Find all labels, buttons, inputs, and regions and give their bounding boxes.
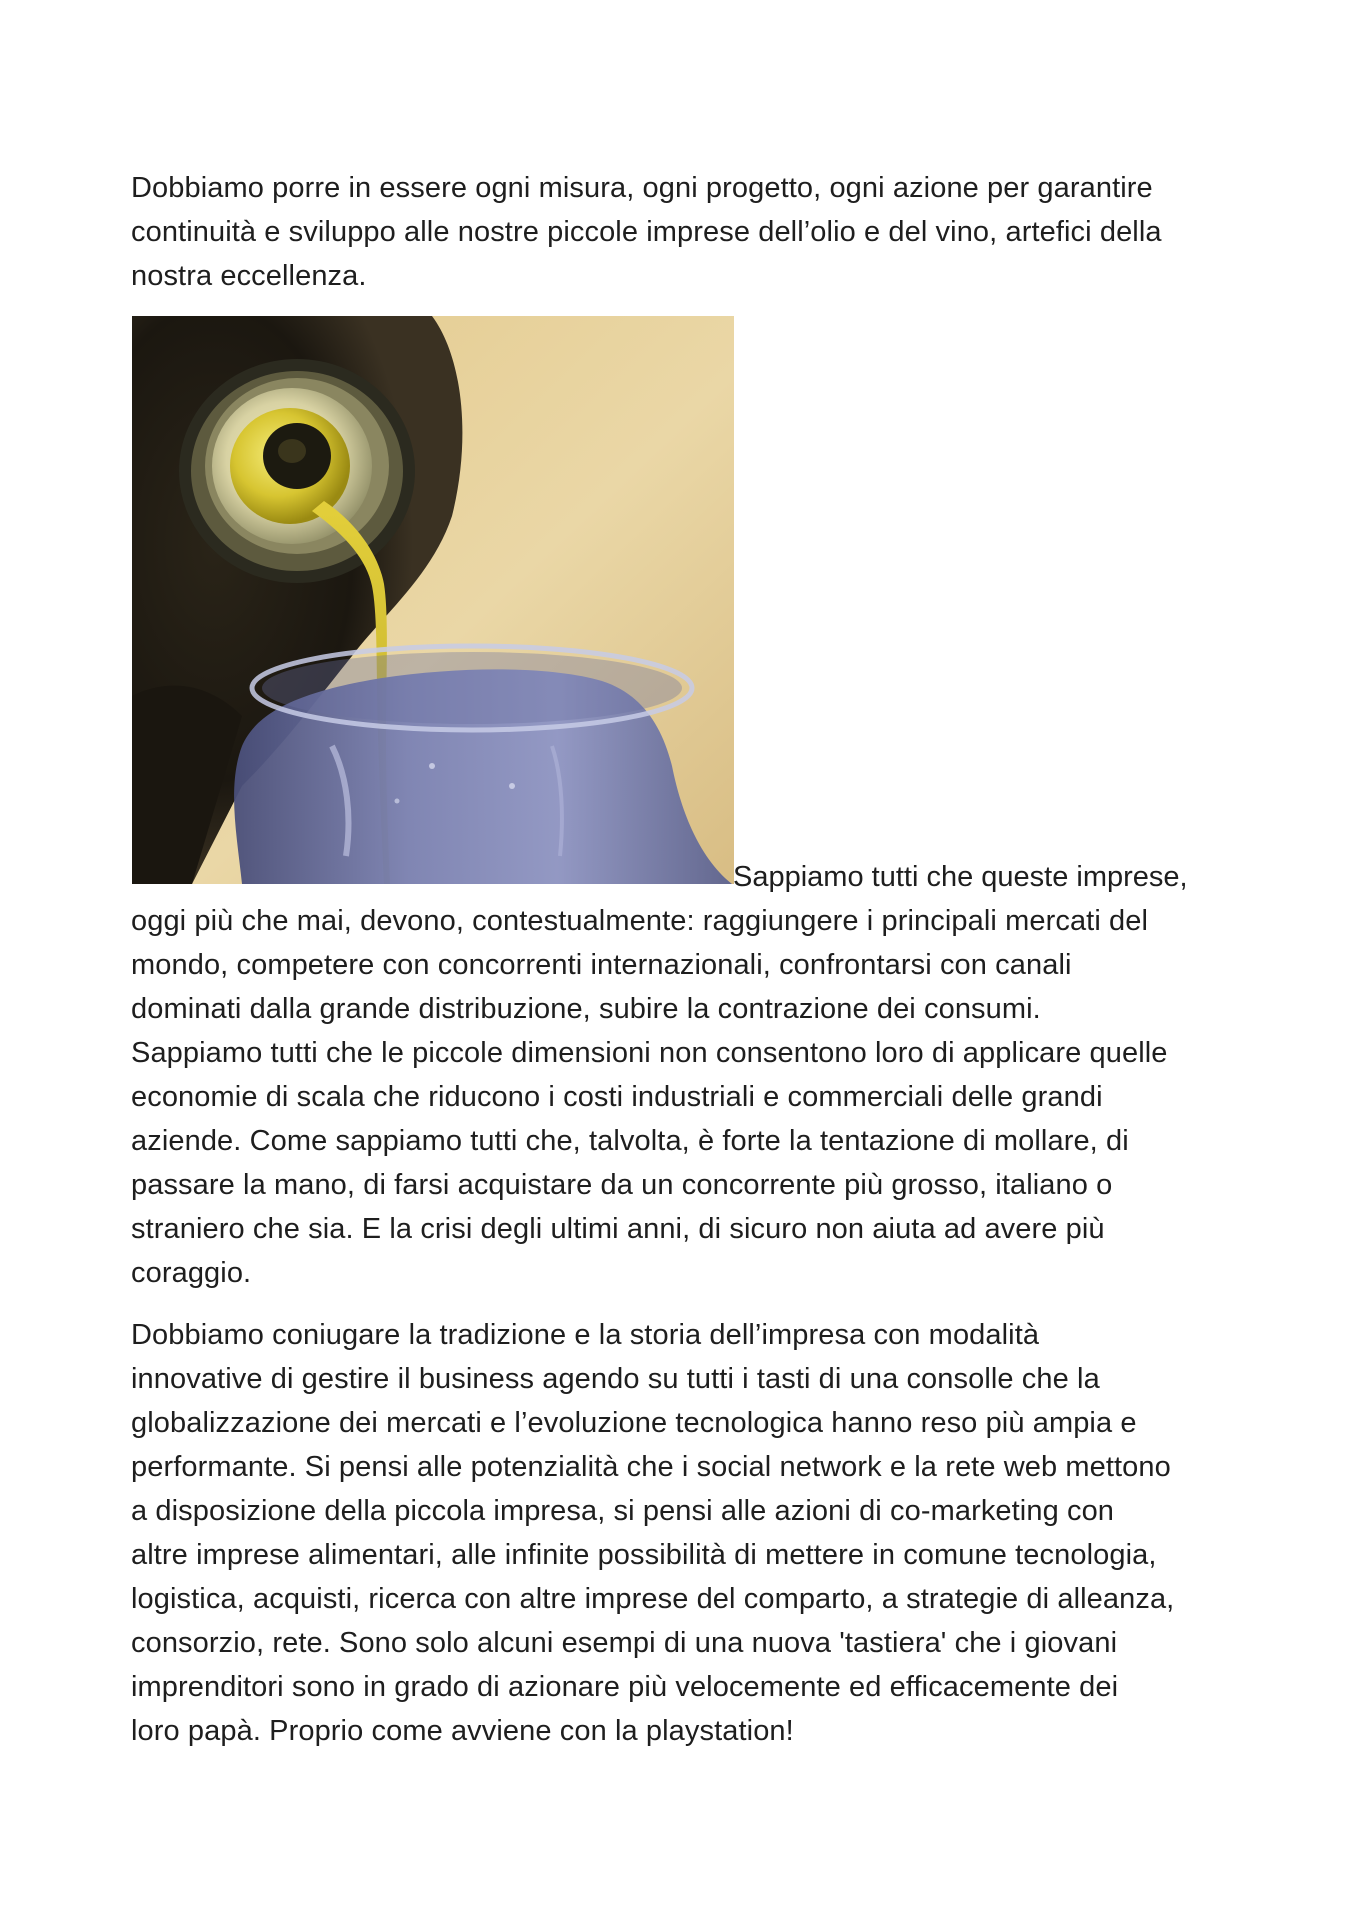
text-line: Dobbiamo porre in essere ogni misura, ogni progetto, ogni azione per garantire [131,172,1153,204]
text-line: mondo, competere con concorrenti internazionali, confrontarsi con canali [131,949,1072,981]
olive-oil-photo [132,316,734,884]
text-line: coraggio. [131,1257,252,1289]
text-line: performante. Si pensi alle potenzialità che i social network e la rete web mettono [131,1451,1171,1483]
text-line: continuità e sviluppo alle nostre piccole imprese dell’olio e del vino, artefici della [131,216,1162,248]
text-line: globalizzazione dei mercati e l’evoluzione tecnologica hanno reso più ampia e [131,1407,1137,1439]
text-line: dominati dalla grande distribuzione, subire la contrazione dei consumi. [131,993,1041,1025]
text-line: straniero che sia. E la crisi degli ultimi anni, di sicuro non aiuta ad avere più [131,1213,1105,1245]
text-line: oggi più che mai, devono, contestualmente: raggiungere i principali mercati del [131,905,1149,937]
text-line: loro papà. Proprio come avviene con la playstation! [131,1715,794,1747]
text-line: a disposizione della piccola impresa, si pensi alle azioni di co-marketing con [131,1495,1115,1527]
text-line: imprenditori sono in grado di azionare più velocemente ed efficacemente dei [131,1671,1119,1703]
paragraph-1 [131,166,1251,298]
text-line: logistica, acquisti, ricerca con altre imprese del comparto, a strategie di alleanza, [131,1583,1175,1615]
text-line: economie di scala che riducono i costi industriali e commerciali delle grandi [131,1081,1103,1113]
text-line: Dobbiamo coniugare la tradizione e la storia dell’impresa con modalità [131,1319,1040,1351]
paragraph-3 [131,1313,1251,1753]
text-line: altre imprese alimentari, alle infinite possibilità di mettere in comune tecnologia, [131,1539,1157,1571]
text-line: aziende. Come sappiamo tutti che, talvolta, è forte la tentazione di mollare, di [131,1125,1129,1157]
text-line: innovative di gestire il business agendo su tutti i tasti di una consolle che la [131,1363,1100,1395]
text-line: nostra eccellenza. [131,260,367,292]
text-line: passare la mano, di farsi acquistare da un concorrente più grosso, italiano o [131,1169,1113,1201]
text-line: consorzio, rete. Sono solo alcuni esempi di una nuova 'tastiera' che i giovani [131,1627,1118,1659]
paragraph-2-first-line: Sappiamo tutti che queste imprese, [733,861,1188,893]
paragraph-2 [131,899,1251,1295]
text-line: Sappiamo tutti che le piccole dimensioni non consentono loro di applicare quelle [131,1037,1168,1069]
